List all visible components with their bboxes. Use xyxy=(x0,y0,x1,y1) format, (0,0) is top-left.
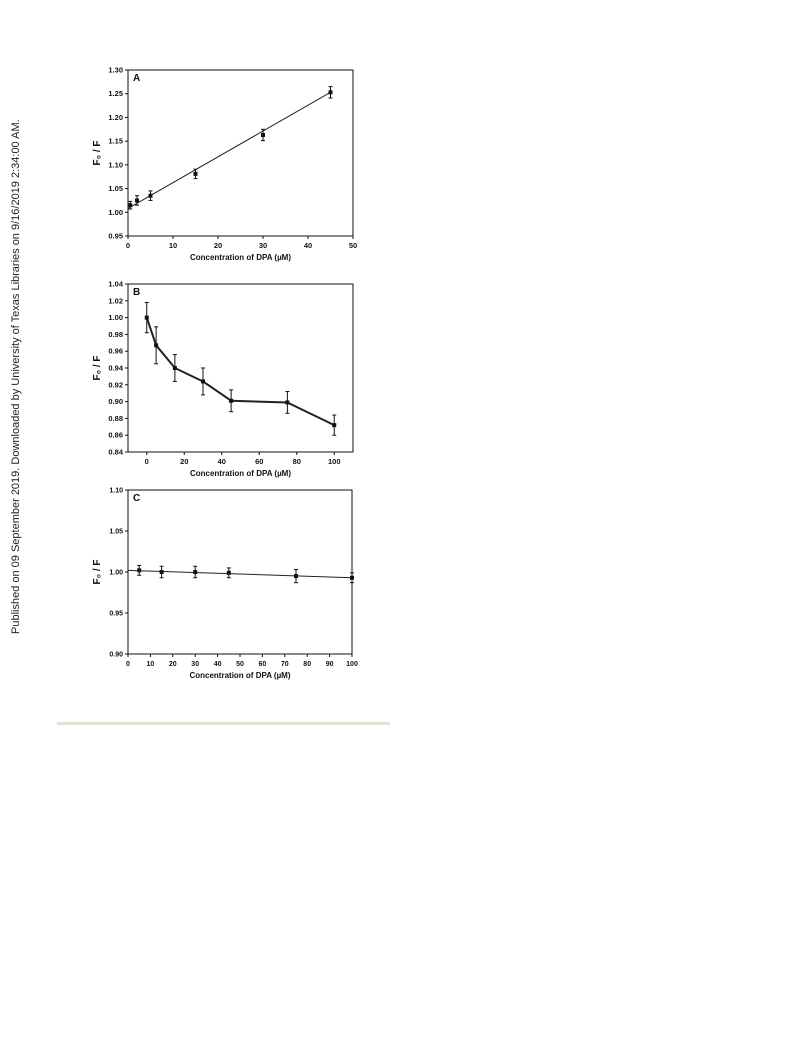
y-tick-label: 0.95 xyxy=(108,231,123,241)
x-tick-label: 0 xyxy=(144,457,149,466)
data-point xyxy=(350,576,354,580)
y-tick-label: 0.98 xyxy=(108,329,123,339)
chart-panel-b xyxy=(90,278,370,483)
x-axis-label: Concentration of DPA (µM) xyxy=(189,469,292,478)
chart-panel-c xyxy=(90,482,370,687)
data-point xyxy=(135,198,139,202)
panel-label: B xyxy=(133,287,141,298)
y-tick-label: 1.00 xyxy=(108,207,123,217)
data-point xyxy=(193,570,197,574)
y-tick-label: 0.90 xyxy=(109,651,123,659)
data-point xyxy=(261,133,265,137)
x-tick-label: 20 xyxy=(213,241,223,250)
x-tick-label: 50 xyxy=(348,241,358,250)
y-tick-label: 1.25 xyxy=(108,89,123,99)
data-point xyxy=(173,366,177,370)
y-tick-label: 1.04 xyxy=(108,279,123,289)
y-tick-label: 1.00 xyxy=(108,313,123,323)
plot-frame xyxy=(128,284,353,452)
y-tick-label: 1.00 xyxy=(109,569,123,577)
x-tick-label: 100 xyxy=(346,661,358,668)
x-tick-label: 90 xyxy=(325,661,334,668)
download-note xyxy=(6,0,22,1039)
y-axis-label: F₀ / F xyxy=(92,559,103,585)
data-point xyxy=(201,379,205,383)
panel-label: C xyxy=(133,493,141,504)
y-tick-label: 1.30 xyxy=(108,65,123,75)
x-tick-label: 0 xyxy=(126,661,130,668)
x-tick-label: 10 xyxy=(168,241,178,250)
data-point xyxy=(128,203,132,207)
y-tick-label: 0.84 xyxy=(108,447,123,457)
series-line xyxy=(128,92,331,208)
chart-svg xyxy=(90,62,370,267)
x-tick-label: 40 xyxy=(217,457,226,466)
y-tick-label: 1.10 xyxy=(109,487,123,495)
plot-frame xyxy=(128,70,353,236)
y-axis-label: F₀ / F xyxy=(92,140,103,166)
x-tick-label: 40 xyxy=(213,661,222,668)
x-tick-label: 20 xyxy=(180,457,189,466)
x-tick-label: 40 xyxy=(303,241,313,250)
x-tick-label: 70 xyxy=(280,661,289,668)
x-tick-label: 30 xyxy=(258,241,268,250)
chart-panel-a xyxy=(90,62,370,267)
x-tick-label: 30 xyxy=(191,661,200,668)
y-tick-label: 0.92 xyxy=(108,380,123,390)
data-point xyxy=(294,574,298,578)
y-tick-label: 0.96 xyxy=(108,346,123,356)
y-tick-label: 1.05 xyxy=(109,528,123,536)
chart-svg xyxy=(90,482,370,687)
y-tick-label: 0.94 xyxy=(108,363,123,373)
y-axis-label: F₀ / F xyxy=(92,355,103,381)
y-tick-label: 0.90 xyxy=(108,397,123,407)
y-tick-label: 1.05 xyxy=(108,184,123,194)
x-axis-label: Concentration of DPA (µM) xyxy=(189,671,291,680)
x-tick-label: 10 xyxy=(146,661,155,668)
y-tick-label: 1.10 xyxy=(108,160,123,170)
download-note-text: Published on 09 September 2019. Downloaded by University of Texas Libraries on 9/16/2019 2:34:00 AM. xyxy=(10,119,22,634)
data-point xyxy=(149,194,153,198)
x-tick-label: 60 xyxy=(255,457,264,466)
section-divider xyxy=(57,722,390,725)
data-point xyxy=(332,423,336,427)
data-point xyxy=(329,90,333,94)
x-tick-label: 0 xyxy=(125,241,131,250)
data-point xyxy=(285,400,289,404)
x-tick-label: 100 xyxy=(327,457,341,466)
data-point xyxy=(160,570,164,574)
data-point xyxy=(137,568,141,572)
data-point xyxy=(229,399,233,403)
download-note-svg xyxy=(6,0,20,1039)
data-point xyxy=(227,571,231,575)
y-tick-label: 1.15 xyxy=(108,136,123,146)
panel-label: A xyxy=(133,73,141,84)
data-point xyxy=(145,316,149,320)
y-tick-label: 0.86 xyxy=(108,430,123,440)
x-tick-label: 80 xyxy=(292,457,301,466)
x-tick-label: 80 xyxy=(303,661,312,668)
y-tick-label: 1.20 xyxy=(108,112,123,122)
x-tick-label: 20 xyxy=(168,661,177,668)
x-tick-label: 60 xyxy=(258,661,267,668)
x-axis-label: Concentration of DPA (µM) xyxy=(189,253,292,262)
data-point xyxy=(194,172,198,176)
data-point xyxy=(154,343,158,347)
y-tick-label: 0.88 xyxy=(108,413,123,423)
y-tick-label: 0.95 xyxy=(109,610,123,618)
y-tick-label: 1.02 xyxy=(108,296,123,306)
x-tick-label: 50 xyxy=(236,661,244,668)
chart-svg xyxy=(90,278,370,483)
